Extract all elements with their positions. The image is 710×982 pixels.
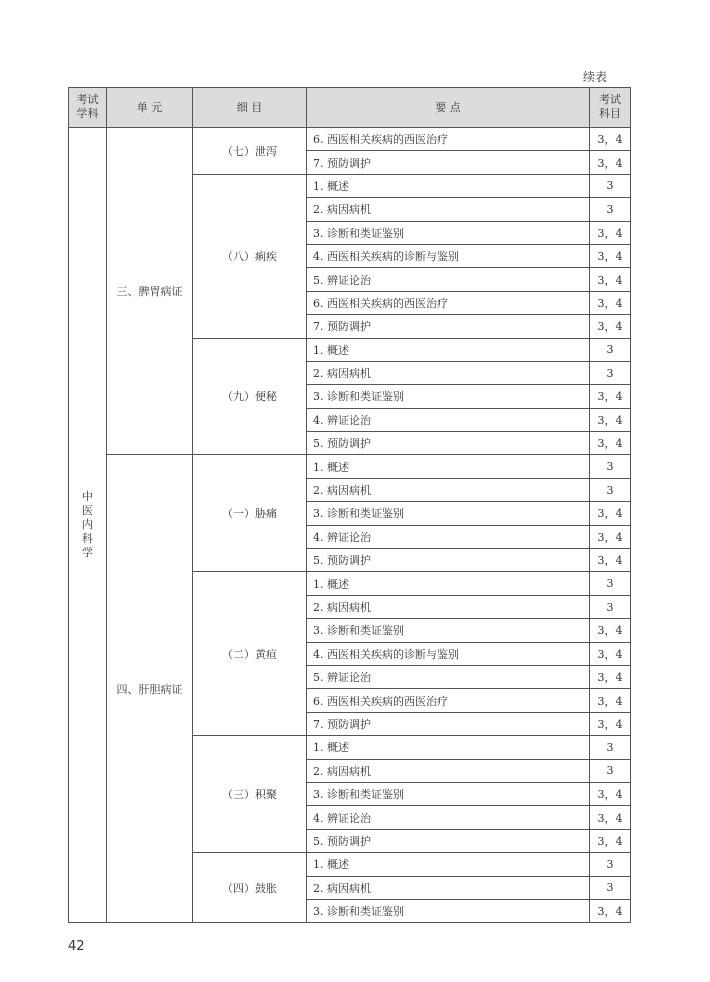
point-cell: 2. 病因病机: [307, 361, 590, 384]
table-header: [69, 88, 631, 128]
header-code: 考试科目: [590, 88, 631, 128]
code-cell: 3，4: [590, 315, 631, 338]
code-cell: 3: [590, 478, 631, 501]
point-cell: 2. 病因病机: [307, 759, 590, 782]
code-cell: 3，4: [590, 128, 631, 151]
code-cell: 3，4: [590, 619, 631, 642]
item-cell: （三）积聚: [193, 736, 307, 853]
item-cell: （八）痢疾: [193, 174, 307, 338]
code-cell: 3: [590, 736, 631, 759]
point-cell: 2. 病因病机: [307, 595, 590, 618]
point-cell: 6. 西医相关疾病的西医治疗: [307, 291, 590, 314]
point-cell: 5. 预防调护: [307, 432, 590, 455]
item-cell: （四）鼓胀: [193, 853, 307, 923]
point-cell: 4. 辨证论治: [307, 525, 590, 548]
point-cell: 4. 西医相关疾病的诊断与鉴别: [307, 244, 590, 267]
code-cell: 3: [590, 853, 631, 876]
point-cell: 3. 诊断和类证鉴别: [307, 782, 590, 805]
point-cell: 7. 预防调护: [307, 315, 590, 338]
point-cell: 4. 西医相关疾病的诊断与鉴别: [307, 642, 590, 665]
code-cell: 3: [590, 338, 631, 361]
point-cell: 6. 西医相关疾病的西医治疗: [307, 128, 590, 151]
point-cell: 5. 预防调护: [307, 549, 590, 572]
code-cell: 3: [590, 759, 631, 782]
code-cell: 3: [590, 455, 631, 478]
point-cell: 6. 西医相关疾病的西医治疗: [307, 689, 590, 712]
code-cell: 3，4: [590, 221, 631, 244]
code-cell: 3，4: [590, 642, 631, 665]
code-cell: 3，4: [590, 268, 631, 291]
code-cell: 3，4: [590, 782, 631, 805]
subject-cell: [69, 128, 107, 923]
point-cell: 3. 诊断和类证鉴别: [307, 619, 590, 642]
header-subject: 考试学科: [69, 88, 107, 128]
point-cell: 4. 辨证论治: [307, 408, 590, 431]
point-cell: 2. 病因病机: [307, 198, 590, 221]
code-cell: 3: [590, 198, 631, 221]
item-cell: （一）胁痛: [193, 455, 307, 572]
header-point: 要 点: [307, 88, 590, 128]
point-cell: 1. 概述: [307, 853, 590, 876]
point-cell: 3. 诊断和类证鉴别: [307, 221, 590, 244]
code-cell: 3: [590, 595, 631, 618]
item-cell: （七）泄泻: [193, 128, 307, 175]
item-cell: （九）便秘: [193, 338, 307, 455]
code-cell: 3，4: [590, 665, 631, 688]
code-cell: 3: [590, 361, 631, 384]
code-cell: 3，4: [590, 899, 631, 922]
point-cell: 7. 预防调护: [307, 712, 590, 735]
page-number: 42: [68, 939, 85, 954]
code-cell: 3，4: [590, 244, 631, 267]
point-cell: 2. 病因病机: [307, 876, 590, 899]
code-cell: 3: [590, 174, 631, 197]
header-item: 细 目: [193, 88, 307, 128]
point-cell: 7. 预防调护: [307, 151, 590, 174]
code-cell: 3，4: [590, 829, 631, 852]
point-cell: 2. 病因病机: [307, 478, 590, 501]
point-cell: 1. 概述: [307, 572, 590, 595]
point-cell: 1. 概述: [307, 174, 590, 197]
continued-label: 续表: [583, 70, 608, 84]
subject-label: 中医内科学: [82, 490, 93, 560]
unit-cell: 三、脾胃病证: [107, 128, 193, 455]
code-cell: 3，4: [590, 806, 631, 829]
point-cell: 4. 辨证论治: [307, 806, 590, 829]
header-unit: 单 元: [107, 88, 193, 128]
point-cell: 5. 辨证论治: [307, 665, 590, 688]
code-cell: 3，4: [590, 385, 631, 408]
code-cell: 3: [590, 572, 631, 595]
code-cell: 3，4: [590, 525, 631, 548]
code-cell: 3: [590, 876, 631, 899]
code-cell: 3，4: [590, 712, 631, 735]
point-cell: 3. 诊断和类证鉴别: [307, 899, 590, 922]
point-cell: 5. 辨证论治: [307, 268, 590, 291]
item-cell: （二）黄疸: [193, 572, 307, 736]
point-cell: 1. 概述: [307, 736, 590, 759]
point-cell: 5. 预防调护: [307, 829, 590, 852]
point-cell: 1. 概述: [307, 338, 590, 361]
point-cell: 3. 诊断和类证鉴别: [307, 385, 590, 408]
code-cell: 3，4: [590, 432, 631, 455]
point-cell: 3. 诊断和类证鉴别: [307, 502, 590, 525]
code-cell: 3，4: [590, 689, 631, 712]
point-cell: 1. 概述: [307, 455, 590, 478]
table-body: [69, 128, 631, 923]
code-cell: 3，4: [590, 151, 631, 174]
code-cell: 3，4: [590, 549, 631, 572]
code-cell: 3，4: [590, 408, 631, 431]
unit-cell: 四、肝胆病证: [107, 455, 193, 923]
code-cell: 3，4: [590, 291, 631, 314]
table-row: [69, 455, 631, 478]
table-row: [69, 128, 631, 151]
code-cell: 3，4: [590, 502, 631, 525]
syllabus-table: [68, 87, 631, 923]
